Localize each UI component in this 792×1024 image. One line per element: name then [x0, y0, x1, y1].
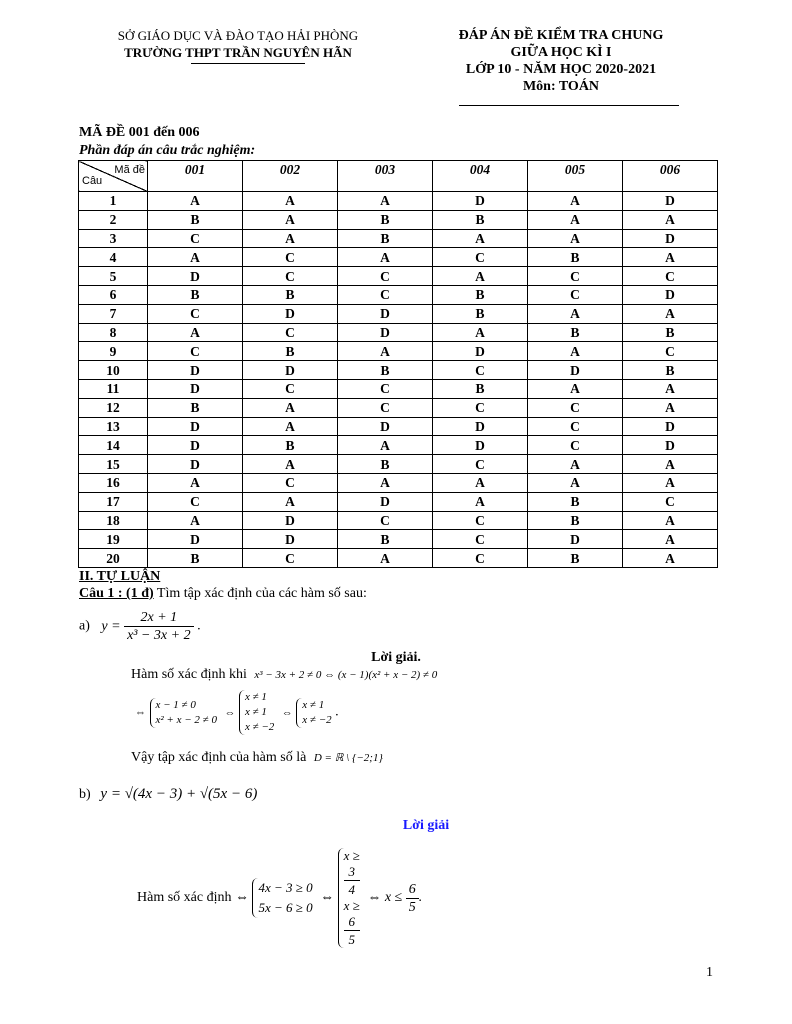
part-b-result: ⇔ x ≤ $\frac{6}{5}$ .	[367, 881, 423, 915]
table-row	[79, 511, 718, 530]
answer-cell: A	[528, 304, 623, 323]
answer-cell: D	[338, 492, 433, 511]
answer-cell: D	[243, 530, 338, 549]
page-number: 1	[706, 965, 713, 980]
answer-cell: A	[433, 492, 528, 511]
answer-cell: A	[148, 248, 243, 267]
system-2-row: x ≠ −2	[244, 721, 275, 733]
answer-cell: B	[338, 210, 433, 229]
answer-cell: A	[243, 455, 338, 474]
table-row	[79, 398, 718, 417]
question-number-cell: 14	[79, 436, 148, 455]
answer-cell: A	[243, 192, 338, 211]
answer-cell: A	[528, 229, 623, 248]
answer-cell: B	[338, 229, 433, 248]
question-number-cell: 16	[79, 473, 148, 492]
equiv-arrow: ⇔	[281, 706, 293, 719]
answer-cell: D	[243, 304, 338, 323]
header-right	[432, 27, 690, 106]
part-b-condition-text: Hàm số xác định ⇔	[137, 890, 249, 905]
question-number-cell: 20	[79, 549, 148, 568]
answer-cell: D	[433, 417, 528, 436]
system-b1-row: 4x − 3 ≥ 0	[258, 880, 313, 895]
answer-cell: A	[148, 473, 243, 492]
answer-cell: D	[528, 361, 623, 380]
question-number-cell: 15	[79, 455, 148, 474]
answer-cell: B	[528, 323, 623, 342]
answer-cell: C	[338, 285, 433, 304]
system-1-row: x² + x − 2 ≠ 0	[155, 713, 217, 726]
answer-cell: A	[148, 323, 243, 342]
table-row	[79, 210, 718, 229]
part-a-condition-math: x³ − 3x + 2 ≠ 0 ⇔ (x − 1)(x² + x − 2) ≠ 0	[254, 669, 438, 681]
answer-cell: A	[433, 267, 528, 286]
part-a-condition	[131, 667, 437, 683]
answer-cell: A	[623, 210, 718, 229]
part-b-statement	[79, 786, 257, 803]
table-row	[79, 323, 718, 342]
table-row	[79, 549, 718, 568]
answer-cell: A	[338, 192, 433, 211]
answer-cell: C	[528, 436, 623, 455]
answer-table-header	[79, 161, 718, 192]
answer-cell: C	[148, 342, 243, 361]
system-3-row: x ≠ 1	[302, 698, 325, 711]
table-row	[79, 455, 718, 474]
answer-cell: B	[243, 342, 338, 361]
answer-cell: C	[623, 342, 718, 361]
answer-cell: A	[623, 549, 718, 568]
question-number-cell: 9	[79, 342, 148, 361]
system-1	[150, 698, 217, 728]
answer-cell: D	[338, 304, 433, 323]
system-b2-row: x ≥ 6 5	[343, 898, 360, 947]
answer-cell: D	[433, 192, 528, 211]
answer-cell: B	[148, 549, 243, 568]
answer-cell: C	[338, 398, 433, 417]
answer-cell: A	[243, 229, 338, 248]
table-row	[79, 229, 718, 248]
code-header: 002	[243, 161, 338, 192]
mc-section-label: Phần đáp án câu trắc nghiệm:	[79, 143, 256, 158]
corner-cell	[79, 161, 148, 192]
answer-cell: B	[148, 398, 243, 417]
answer-cell: A	[338, 342, 433, 361]
answer-cell: C	[433, 511, 528, 530]
part-b-solution-title: Lời giải	[402, 818, 450, 833]
answer-cell: D	[623, 229, 718, 248]
code-header: 005	[528, 161, 623, 192]
part-a-fraction	[124, 609, 194, 644]
header-rule	[459, 105, 679, 106]
answer-cell: D	[338, 323, 433, 342]
part-a-end: .	[197, 618, 201, 634]
answer-cell: C	[148, 492, 243, 511]
answer-cell: B	[148, 285, 243, 304]
exam-codes-line: MÃ ĐỀ 001 đến 006	[79, 125, 200, 140]
answer-cell: D	[528, 530, 623, 549]
essay-section-title: II. TỰ LUẬN	[79, 569, 161, 584]
part-a-numerator: 2x + 1	[124, 609, 194, 627]
table-row	[79, 304, 718, 323]
department-name: SỞ GIÁO DỤC VÀ ĐÀO TẠO HẢI PHÒNG	[117, 28, 359, 43]
answer-cell: D	[148, 417, 243, 436]
school-name: TRƯỜNG THPT TRẦN NGUYÊN HÃN	[124, 45, 352, 60]
answer-cell: A	[528, 210, 623, 229]
answer-cell: A	[528, 455, 623, 474]
table-row	[79, 417, 718, 436]
answer-cell: C	[528, 285, 623, 304]
part-b-label: b)	[79, 787, 91, 802]
system-2-row: x ≠ 1	[244, 706, 267, 718]
answer-cell: B	[148, 210, 243, 229]
answer-cell: D	[338, 417, 433, 436]
answer-cell: B	[433, 210, 528, 229]
part-b-system: Hàm số xác định ⇔ 4x − 3 ≥ 0 5x − 6 ≥ 0 ⇔ x ≥ 3 4 x ≥ 6 5 ⇔ x ≤ $\frac{6}{5}$ .	[137, 848, 423, 947]
system-b2-row: x ≥ 3 4	[343, 848, 360, 897]
answer-cell: D	[623, 436, 718, 455]
table-row	[79, 361, 718, 380]
answer-cell: A	[433, 229, 528, 248]
system-3-row: x ≠ −2	[302, 713, 332, 726]
table-row	[79, 267, 718, 286]
answer-cell: B	[528, 511, 623, 530]
answer-table	[78, 160, 718, 568]
answer-cell: C	[148, 304, 243, 323]
doc-subject: Môn: TOÁN	[522, 79, 600, 94]
answer-cell: D	[433, 436, 528, 455]
doc-title-line2: GIỮA HỌC KÌ I	[510, 45, 612, 60]
question-number-cell: 10	[79, 361, 148, 380]
table-row	[79, 473, 718, 492]
answer-cell: D	[148, 267, 243, 286]
table-row	[79, 436, 718, 455]
question-number-cell: 3	[79, 229, 148, 248]
answer-cell: A	[338, 436, 433, 455]
answer-cell: D	[243, 511, 338, 530]
answer-cell: B	[433, 379, 528, 398]
answer-cell: B	[338, 361, 433, 380]
answer-cell: B	[623, 323, 718, 342]
corner-label-code: Mã đề	[114, 164, 145, 176]
answer-cell: B	[338, 530, 433, 549]
answer-cell: C	[623, 267, 718, 286]
answer-cell: C	[243, 379, 338, 398]
answer-cell: A	[338, 549, 433, 568]
answer-cell: C	[148, 229, 243, 248]
part-a-label: a)	[79, 618, 90, 634]
answer-cell: C	[243, 267, 338, 286]
school-underline	[191, 63, 305, 64]
answer-cell: D	[623, 192, 718, 211]
answer-cell: B	[528, 492, 623, 511]
answer-cell: C	[528, 398, 623, 417]
question-1	[79, 586, 367, 602]
answer-cell: D	[148, 530, 243, 549]
answer-cell: A	[148, 192, 243, 211]
system-2-row: x ≠ 1	[244, 691, 267, 703]
system-b2	[338, 848, 360, 948]
answer-cell: A	[338, 473, 433, 492]
answer-cell: A	[528, 192, 623, 211]
question-number-cell: 4	[79, 248, 148, 267]
answer-cell: C	[243, 323, 338, 342]
answer-cell: A	[243, 210, 338, 229]
doc-title-line1: ĐÁP ÁN ĐỀ KIỂM TRA CHUNG	[458, 28, 664, 43]
system-3	[296, 698, 331, 728]
question-number-cell: 7	[79, 304, 148, 323]
answer-cell: B	[528, 549, 623, 568]
answer-cell: A	[623, 530, 718, 549]
answer-cell: A	[528, 342, 623, 361]
answer-cell: C	[243, 473, 338, 492]
answer-cell: C	[623, 492, 718, 511]
doc-title-line3: LỚP 10 - NĂM HỌC 2020-2021	[465, 62, 657, 77]
answer-table-body	[79, 192, 718, 568]
system-2	[239, 690, 274, 735]
table-row	[79, 379, 718, 398]
answer-cell: C	[338, 267, 433, 286]
part-b-formula: y = √(4x − 3) + √(5x − 6)	[100, 786, 258, 802]
answer-cell: C	[433, 248, 528, 267]
answer-cell: B	[338, 455, 433, 474]
answer-cell: B	[433, 304, 528, 323]
answer-cell: A	[243, 417, 338, 436]
part-a-condition-text: Hàm số xác định khi	[131, 667, 247, 682]
answer-cell: A	[623, 304, 718, 323]
answer-cell: A	[148, 511, 243, 530]
answer-cell: A	[528, 379, 623, 398]
question-number-cell: 17	[79, 492, 148, 511]
answer-cell: B	[243, 285, 338, 304]
question-number-cell: 12	[79, 398, 148, 417]
code-header: 006	[623, 161, 718, 192]
answer-cell: C	[433, 398, 528, 417]
header-left	[88, 27, 388, 64]
equiv-arrow: ⇔	[224, 706, 236, 719]
question-number-cell: 11	[79, 379, 148, 398]
answer-cell: A	[528, 473, 623, 492]
part-a-solution-title: Lời giải.	[371, 650, 421, 665]
question-number-cell: 2	[79, 210, 148, 229]
answer-cell: D	[148, 361, 243, 380]
answer-cell: C	[338, 511, 433, 530]
answer-cell: A	[623, 473, 718, 492]
question-1-label: Câu 1 : (1 đ)	[79, 586, 154, 601]
answer-cell: A	[623, 511, 718, 530]
answer-cell: C	[243, 549, 338, 568]
part-a-conclusion-text: Vậy tập xác định của hàm số là	[131, 750, 307, 765]
answer-cell: C	[338, 379, 433, 398]
answer-cell: A	[623, 248, 718, 267]
answer-cell: C	[243, 248, 338, 267]
code-header: 003	[338, 161, 433, 192]
part-a-conclusion	[131, 750, 383, 766]
question-number-cell: 5	[79, 267, 148, 286]
answer-cell: C	[528, 267, 623, 286]
answer-cell: B	[433, 285, 528, 304]
answer-cell: A	[243, 492, 338, 511]
answer-cell: C	[433, 361, 528, 380]
answer-cell: C	[433, 530, 528, 549]
table-row	[79, 285, 718, 304]
answer-cell: D	[148, 436, 243, 455]
part-a-system: ⇔ x − 1 ≠ 0 x² + x − 2 ≠ 0 ⇔ x ≠ 1 x ≠ 1 x ≠ −2 ⇔ x ≠ 1 x ≠ −2 .	[135, 691, 339, 733]
answer-cell: D	[623, 417, 718, 436]
answer-cell: D	[148, 455, 243, 474]
part-a-domain: D = ℝ \ {−2;1}	[313, 752, 383, 764]
answer-cell: D	[243, 361, 338, 380]
system-b1	[252, 878, 312, 918]
corner-label-question: Câu	[82, 175, 103, 187]
table-row	[79, 342, 718, 361]
answer-cell: A	[623, 398, 718, 417]
code-header: 004	[433, 161, 528, 192]
answer-cell: A	[338, 248, 433, 267]
answer-cell: A	[433, 323, 528, 342]
question-number-cell: 6	[79, 285, 148, 304]
answer-cell: A	[623, 379, 718, 398]
part-a-denominator: x³ − 3x + 2	[127, 628, 191, 643]
answer-cell: B	[623, 361, 718, 380]
table-row	[79, 492, 718, 511]
answer-cell: A	[433, 473, 528, 492]
answer-cell: A	[623, 455, 718, 474]
table-row	[79, 530, 718, 549]
question-number-cell: 18	[79, 511, 148, 530]
answer-cell: C	[433, 549, 528, 568]
part-a-lhs: y =	[101, 618, 121, 634]
answer-cell: D	[433, 342, 528, 361]
question-number-cell: 13	[79, 417, 148, 436]
answer-cell: C	[528, 417, 623, 436]
answer-cell: A	[243, 398, 338, 417]
system-b1-row: 5x − 6 ≥ 0	[258, 900, 313, 915]
answer-cell: D	[623, 285, 718, 304]
answer-cell: C	[433, 455, 528, 474]
answer-cell: B	[243, 436, 338, 455]
answer-cell: D	[148, 379, 243, 398]
question-1-text: Tìm tập xác định của các hàm số sau:	[153, 586, 367, 601]
question-number-cell: 8	[79, 323, 148, 342]
question-number-cell: 19	[79, 530, 148, 549]
system-1-row: x − 1 ≠ 0	[155, 698, 196, 711]
code-header: 001	[148, 161, 243, 192]
equiv-arrow: ⇔	[135, 706, 146, 719]
table-row	[79, 192, 718, 211]
part-a-statement	[79, 609, 201, 644]
table-row	[79, 248, 718, 267]
answer-cell: B	[528, 248, 623, 267]
question-number-cell: 1	[79, 192, 148, 211]
